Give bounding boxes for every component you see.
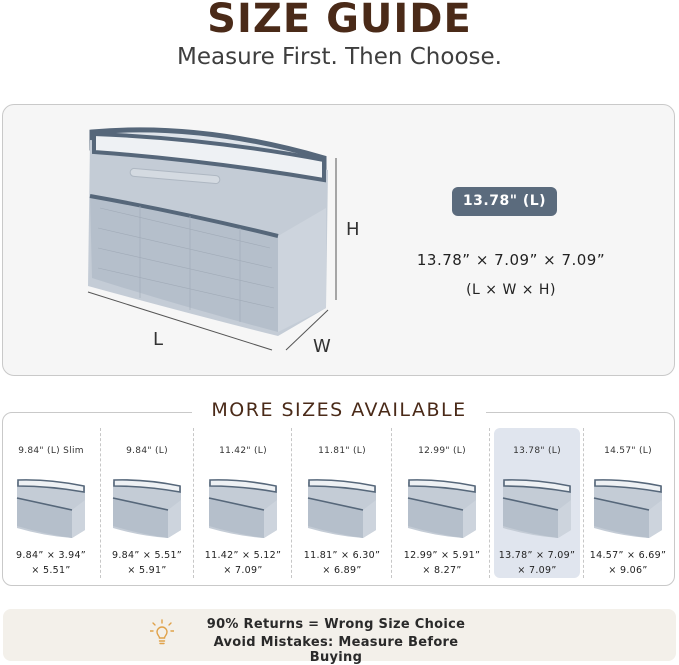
length-label: L: [153, 329, 164, 350]
size-option-label: 11.81" (L): [318, 446, 366, 456]
size-option-label: 13.78" (L): [513, 446, 561, 456]
dimension-lines: [80, 150, 340, 360]
size-option-label: 9.84" (L) Slim: [18, 446, 84, 456]
column-divider: [100, 428, 101, 578]
column-divider: [291, 428, 292, 578]
tip-line-1: 90% Returns = Wrong Size Choice: [206, 617, 466, 632]
size-option-height: × 7.09”: [517, 565, 557, 576]
tip-line-2: Avoid Mistakes: Measure Before Buying: [213, 635, 459, 665]
size-option-dimensions: 14.57” × 6.69”: [589, 550, 667, 561]
size-option-dimensions: 12.99” × 5.91”: [403, 550, 481, 561]
dimension-order: (L × W × H): [466, 282, 556, 298]
size-option-height: × 8.27”: [422, 565, 462, 576]
organizer-bag-thumbnail: [591, 476, 665, 538]
size-option-dimensions: 11.81” × 6.30”: [303, 550, 381, 561]
organizer-bag-thumbnail: [14, 476, 88, 538]
column-divider: [583, 428, 584, 578]
size-option-dimensions: 13.78” × 7.09”: [498, 550, 576, 561]
size-option-3[interactable]: [196, 428, 290, 578]
size-option-label: 12.99" (L): [418, 446, 466, 456]
column-divider: [391, 428, 392, 578]
lightbulb-icon: [150, 619, 174, 647]
page-subtitle: Measure First. Then Choose.: [177, 44, 502, 70]
size-option-4[interactable]: [294, 428, 390, 578]
size-option-6[interactable]: [494, 428, 580, 578]
size-option-label: 14.57" (L): [604, 446, 652, 456]
more-sizes-title: MORE SIZES AVAILABLE: [192, 399, 486, 421]
size-option-height: × 5.51”: [31, 565, 71, 576]
size-option-label: 11.42" (L): [219, 446, 267, 456]
organizer-bag-thumbnail: [206, 476, 280, 538]
size-option-1[interactable]: [4, 428, 98, 578]
size-option-height: × 7.09”: [223, 565, 263, 576]
size-option-dimensions: 11.42” × 5.12”: [204, 550, 282, 561]
size-option-dimensions: 9.84” × 3.94”: [15, 550, 87, 561]
size-option-label: 9.84" (L): [126, 446, 168, 456]
width-label: W: [313, 336, 331, 357]
organizer-bag-thumbnail: [110, 476, 184, 538]
size-option-height: × 6.89”: [322, 565, 362, 576]
organizer-bag-thumbnail: [305, 476, 379, 538]
size-option-2[interactable]: [102, 428, 192, 578]
organizer-bag-thumbnail: [500, 476, 574, 538]
size-option-height: × 9.06”: [608, 565, 648, 576]
size-option-7[interactable]: [585, 428, 671, 578]
column-divider: [193, 428, 194, 578]
featured-dimensions: 13.78” × 7.09” × 7.09”: [416, 251, 606, 269]
height-label: H: [346, 219, 360, 240]
page-title: SIZE GUIDE: [207, 0, 472, 42]
organizer-bag-thumbnail: [405, 476, 479, 538]
size-option-height: × 5.91”: [127, 565, 167, 576]
size-option-dimensions: 9.84” × 5.51”: [111, 550, 183, 561]
size-badge: 13.78" (L): [452, 187, 557, 216]
size-option-5[interactable]: [394, 428, 490, 578]
